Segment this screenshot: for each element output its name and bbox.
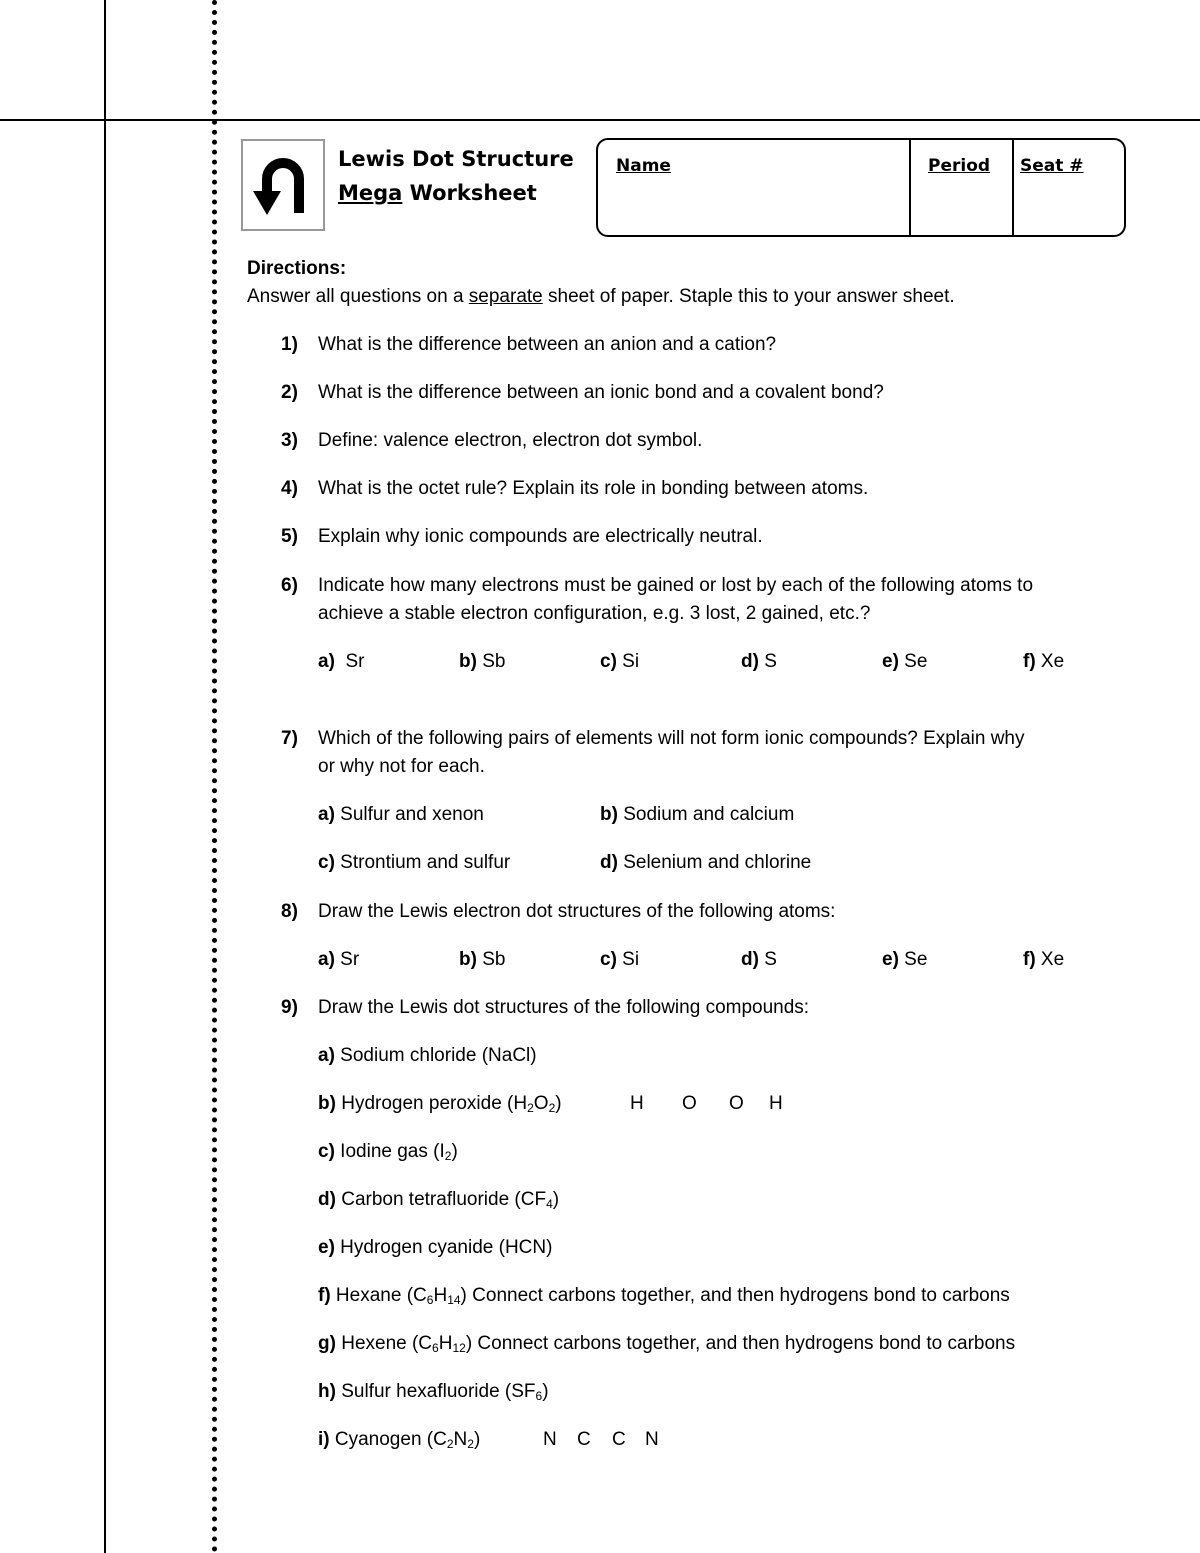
question-number: 4) [281,478,298,499]
margin-vertical-line [104,0,106,1553]
compound-item [318,1428,480,1452]
compound-name: Hydrogen peroxide (H [335,1093,528,1114]
option-letter: h) [318,1381,336,1402]
compound-name: ) Connect carbons together, and then hydrogens bond to carbons [460,1285,1010,1306]
option-value: Sb [476,651,506,672]
option-letter: a) [318,804,335,825]
compound-name: Iodine gas (I [334,1141,445,1162]
option-item [741,948,777,972]
option-item [318,650,364,674]
compound-name: ) [542,1381,549,1402]
question-3-text: Define: valence electron, electron dot symbol. [318,430,703,451]
option-item [600,948,639,972]
worksheet-title [338,142,574,210]
option-letter: f) [1023,651,1036,672]
option-item [600,851,811,875]
option-item [459,650,505,674]
option-value: Se [898,949,928,970]
option-letter: f) [318,1285,331,1306]
compound-item [318,1092,562,1116]
subscript: 2 [444,1149,452,1163]
option-item [600,650,639,674]
option-letter: c) [600,651,617,672]
option-letter: g) [318,1333,336,1354]
compound-name: O [533,1093,549,1114]
option-letter: d) [318,1189,336,1210]
compound-name: ) Connect carbons together, and then hydrogens bond to carbons [465,1333,1016,1354]
option-value: Se [898,651,928,672]
option-letter: f) [1023,949,1036,970]
option-letter: b) [459,949,477,970]
seat-field-label[interactable]: Seat # [1020,156,1084,176]
compound-name: Carbon tetrafluoride (CF [335,1189,547,1210]
period-field-label[interactable]: Period [928,156,991,176]
info-divider [1012,140,1014,235]
question-8-text: Draw the Lewis electron dot structures of the following atoms: [318,901,836,922]
compound-name: Sodium chloride (NaCl) [334,1045,537,1066]
compound-item [318,1188,559,1212]
title-worksheet: Worksheet [402,181,537,205]
question-5-text: Explain why ionic compounds are electrically neutral. [318,526,763,547]
option-letter: d) [600,852,618,873]
compound-item [318,1044,537,1068]
question-6-line-2: achieve a stable electron configuration, e.g. 3 lost, 2 gained, etc.? [318,603,871,624]
title-line-2 [338,176,574,210]
question-2-text: What is the difference between an ionic bond and a covalent bond? [318,382,884,403]
compound-name: ) [552,1189,560,1210]
option-item [318,851,510,875]
option-item [318,948,359,972]
option-item [882,948,927,972]
directions-text-post: sheet of paper. Staple this to your answer sheet. [542,286,955,307]
option-letter: d) [741,651,759,672]
header-horizontal-line [0,119,1200,121]
atom-label: C [612,1429,626,1450]
compound-name: N [453,1429,468,1450]
compound-name: ) [473,1429,481,1450]
question-7-line-2: or why not for each. [318,756,485,777]
u-turn-arrow-icon [241,139,325,231]
question-number: 2) [281,382,298,403]
option-value: Sr [334,651,365,672]
option-value: Sb [476,949,506,970]
dotted-margin-line [212,0,217,1553]
compound-name: ) [451,1141,458,1162]
directions-text [247,285,955,309]
compound-name: Hexane (C [330,1285,427,1306]
compound-item [318,1380,549,1404]
option-value: Si [616,651,640,672]
question-7-line-1: Which of the following pairs of elements will not form ionic compounds? Explain why [318,728,1025,749]
option-letter: b) [318,1093,336,1114]
question-1-text: What is the difference between an anion and a cation? [318,334,777,355]
option-value: Si [616,949,640,970]
compound-item [318,1236,552,1260]
subscript: 14 [447,1293,461,1307]
option-value: Selenium and chlorine [617,852,812,873]
title-line-1: Lewis Dot Structure [338,147,574,171]
option-letter: d) [741,949,759,970]
compound-item [318,1284,1010,1308]
question-number: 8) [281,901,298,922]
subscript: 2 [527,1101,534,1115]
compound-name: Hexene (C [335,1333,433,1354]
subscript: 6 [432,1341,439,1355]
compound-item [318,1140,458,1164]
option-value: S [758,949,777,970]
question-number: 5) [281,526,298,547]
option-letter: a) [318,949,335,970]
compound-name: H [433,1285,448,1306]
atom-label: N [543,1429,557,1450]
option-letter: e) [882,651,899,672]
compound-name: H [438,1333,453,1354]
option-value: Strontium and sulfur [334,852,511,873]
option-value: Sodium and calcium [617,804,795,825]
option-letter: a) [318,651,335,672]
question-number: 7) [281,728,298,749]
directions-heading: Directions: [247,258,347,279]
name-field-label[interactable]: Name [616,156,671,176]
option-value: Sulfur and xenon [334,804,484,825]
subscript: 4 [546,1197,553,1211]
title-mega: Mega [338,181,403,205]
option-letter: c) [600,949,617,970]
subscript: 12 [452,1341,466,1355]
directions-text-pre: Answer all questions on a [247,286,469,307]
subscript: 2 [548,1101,556,1115]
option-value: Xe [1035,949,1065,970]
option-value: Xe [1035,651,1065,672]
option-letter: i) [318,1429,330,1450]
atom-label: H [769,1093,783,1114]
option-item [741,650,777,674]
option-item [1023,650,1064,674]
question-6-line-1: Indicate how many electrons must be gained or lost by each of the following atoms to [318,575,1034,596]
option-letter: a) [318,1045,335,1066]
option-value: S [758,651,777,672]
option-letter: b) [459,651,477,672]
compound-name: Cyanogen (C [329,1429,447,1450]
atom-label: H [630,1093,644,1114]
subscript: 6 [426,1293,434,1307]
option-item [882,650,927,674]
question-4-text: What is the octet rule? Explain its role in bonding between atoms. [318,478,869,499]
question-number: 6) [281,575,298,596]
compound-name: Sulfur hexafluoride (SF [335,1381,536,1402]
option-letter: b) [600,804,618,825]
option-item [1023,948,1064,972]
option-letter: e) [882,949,899,970]
subscript: 6 [535,1389,543,1403]
atom-label: O [682,1093,697,1114]
subscript: 2 [467,1437,474,1451]
option-letter: e) [318,1237,335,1258]
question-number: 1) [281,334,298,355]
option-item [318,803,484,827]
option-letter: c) [318,1141,335,1162]
question-9-text: Draw the Lewis dot structures of the following compounds: [318,997,810,1018]
directions-underlined: separate [468,286,543,307]
compound-name: ) [555,1093,562,1114]
info-divider [909,140,911,235]
question-number: 3) [281,430,298,451]
atom-label: C [577,1429,591,1450]
compound-item [318,1332,1015,1356]
atom-label: O [729,1093,744,1114]
option-item [459,948,505,972]
compound-name: Hydrogen cyanide (HCN) [334,1237,553,1258]
option-item [600,803,794,827]
subscript: 2 [446,1437,454,1451]
atom-label: N [645,1429,659,1450]
student-info-box [596,138,1126,237]
option-value: Sr [334,949,360,970]
option-letter: c) [318,852,335,873]
question-number: 9) [281,997,298,1018]
